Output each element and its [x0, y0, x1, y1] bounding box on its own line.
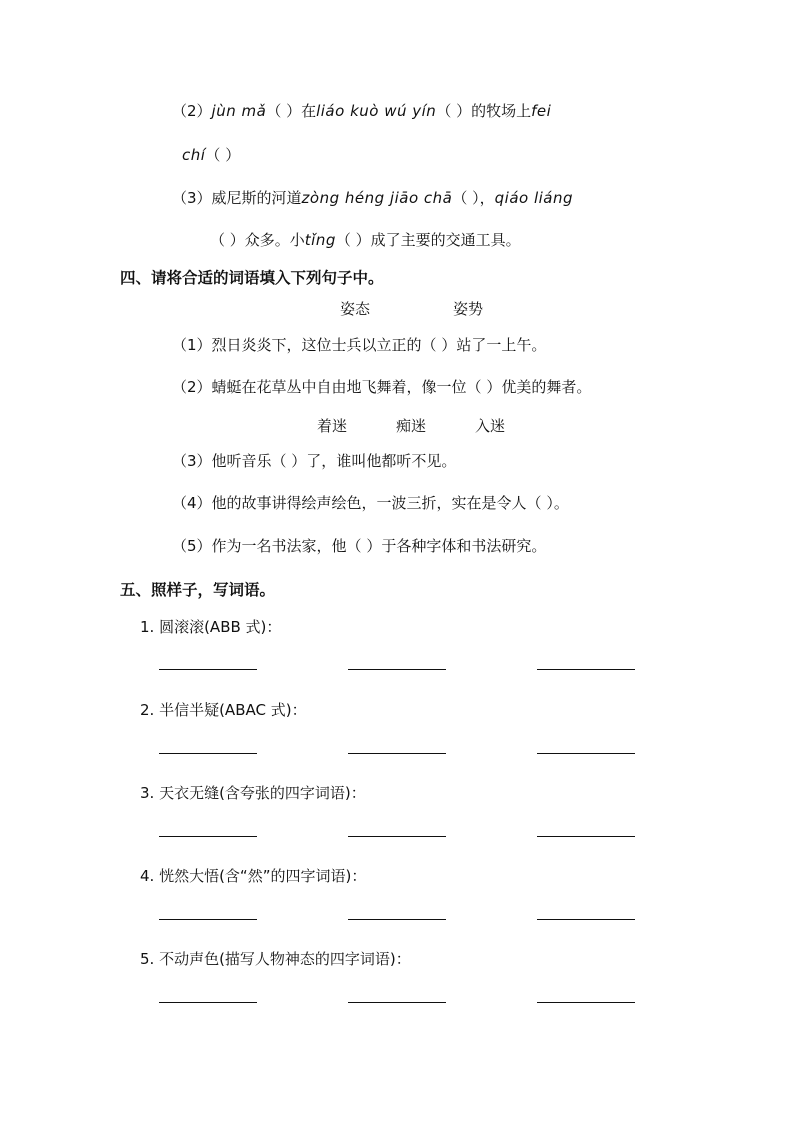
q4-sentence-3: （3）他听音乐（ ）了，谁叫他都听不见。 — [172, 452, 457, 470]
pinyin-junma: jùn mǎ — [211, 102, 267, 120]
q5-item-3: 3. 天衣无缝(含夸张的四字词语)： — [140, 784, 366, 802]
q3-item2-line1 — [172, 100, 551, 121]
q5-heading: 五、照样子，写词语。 — [120, 581, 276, 599]
q4-word-2: 姿势 — [453, 300, 484, 318]
q4-sentence-5: （5）作为一名书法家，他（ ）于各种字体和书法研究。 — [172, 537, 547, 555]
answer-line[interactable] — [159, 1002, 257, 1003]
answer-line[interactable] — [537, 836, 635, 837]
pinyin-zonghengjiaocha: zòng héng jiāo chā — [301, 189, 453, 207]
answer-line[interactable] — [159, 919, 257, 920]
q4-word-1: 姿态 — [340, 300, 371, 318]
q4-word-5: 入迷 — [475, 417, 506, 435]
answer-line[interactable] — [159, 753, 257, 754]
q4-sentence-4: （4）他的故事讲得绘声绘色，一波三折，实在是令人（ ）。 — [172, 494, 569, 512]
answer-line[interactable] — [537, 1002, 635, 1003]
q3-item2-blank1: （ ）在 — [266, 102, 317, 120]
q4-sentence-2: （2）蜻蜓在花草丛中自由地飞舞着，像一位（ ）优美的舞者。 — [172, 378, 592, 396]
q3-item3-line2 — [210, 229, 521, 250]
pinyin-liaokuowuyin: liáo kuò wú yín — [316, 102, 437, 120]
answer-line[interactable] — [159, 836, 257, 837]
answer-line[interactable] — [537, 919, 635, 920]
answer-line[interactable] — [348, 836, 446, 837]
answer-line[interactable] — [348, 753, 446, 754]
q3-item3-prefix: （3）威尼斯的河道 — [172, 189, 302, 207]
q3-item3-blank2: （ ）众多。小 — [210, 231, 305, 249]
q4-word-3: 着迷 — [317, 417, 348, 435]
answer-line[interactable] — [159, 669, 257, 670]
answer-line[interactable] — [537, 753, 635, 754]
q3-item3-blank1: （ ）， — [452, 189, 495, 207]
q5-item-1: 1. 圆滚滚(ABB 式)： — [140, 618, 282, 636]
pinyin-qiaoliang: qiáo liáng — [494, 189, 574, 207]
q4-word-4: 痴迷 — [396, 417, 427, 435]
answer-line[interactable] — [537, 669, 635, 670]
q5-item-5: 5. 不动声色(描写人物神态的四字词语)： — [140, 950, 411, 968]
q3-item2-prefix: （2） — [172, 102, 212, 120]
q3-item2-blank2: （ ）的牧场上 — [436, 102, 532, 120]
pinyin-ting: tǐng — [304, 231, 336, 249]
q3-item3-line1 — [172, 187, 573, 208]
q3-item2-blank3: （ ） — [205, 146, 241, 164]
pinyin-chi: chí — [182, 146, 206, 164]
answer-line[interactable] — [348, 1002, 446, 1003]
q3-item3-tail: （ ）成了主要的交通工具。 — [335, 231, 521, 249]
q3-item2-line2 — [182, 144, 240, 165]
q5-item-4: 4. 恍然大悟(含“然”的四字词语)： — [140, 867, 367, 885]
answer-line[interactable] — [348, 669, 446, 670]
q4-heading: 四、请将合适的词语填入下列句子中。 — [120, 269, 384, 287]
q5-item-2: 2. 半信半疑(ABAC 式)： — [140, 701, 307, 719]
answer-line[interactable] — [348, 919, 446, 920]
q4-sentence-1: （1）烈日炎炎下，这位士兵以立正的（ ）站了一上午。 — [172, 336, 547, 354]
pinyin-fei: fei — [531, 102, 552, 120]
